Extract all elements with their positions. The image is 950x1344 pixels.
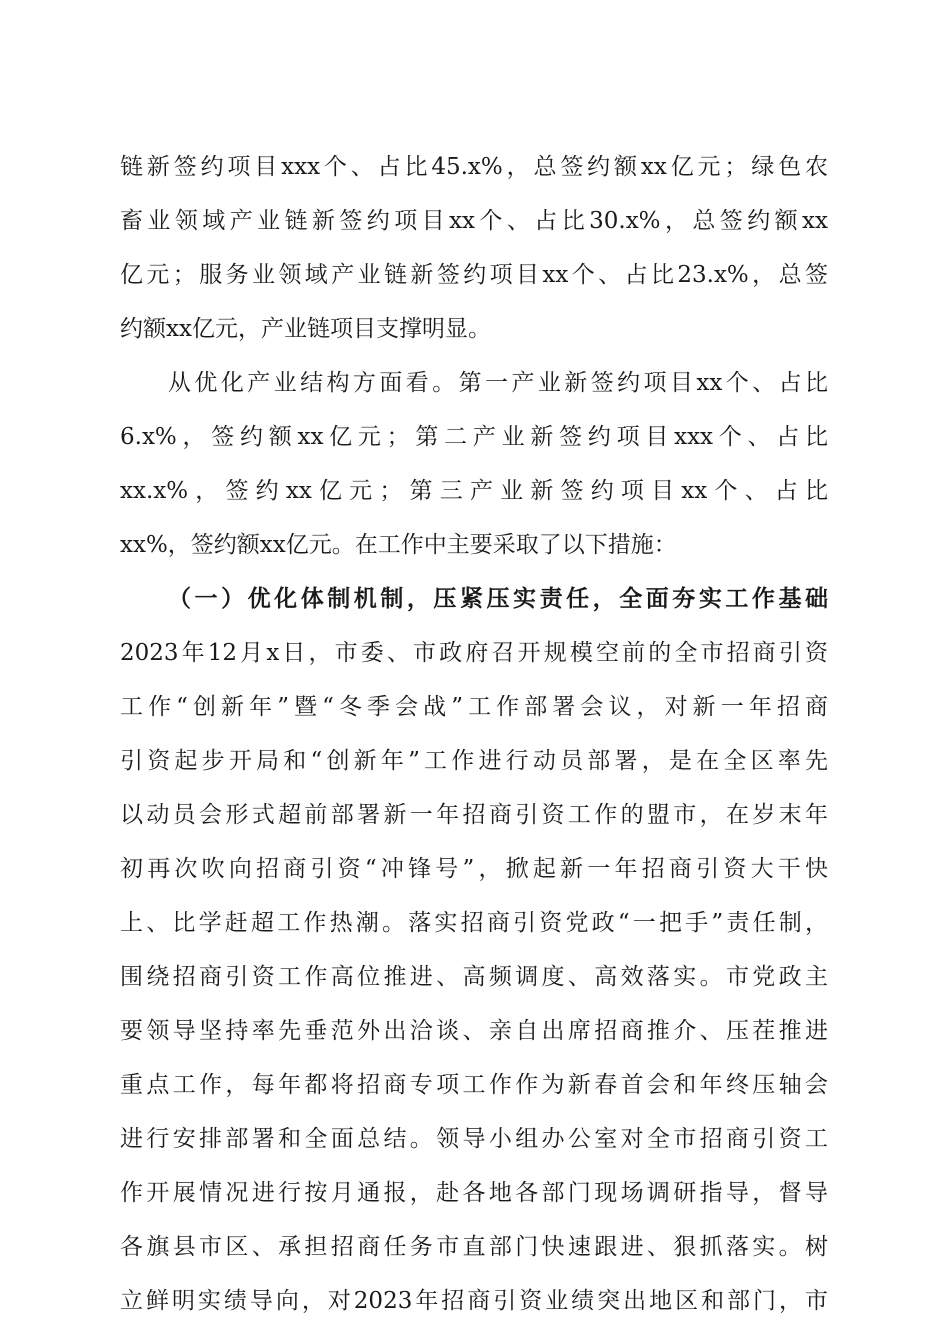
text-line: 立鲜明实绩导向，对2023年招商引资业绩突出地区和部门，市 (120, 1288, 828, 1314)
text-line: 畜业领域产业链新签约项目xx个、占比30.x%，总签约额xx (120, 208, 828, 234)
text-line: 初再次吹向招商引资“冲锋号”，掀起新一年招商引资大干快 (120, 856, 828, 882)
text-line: 引资起步开局和“创新年”工作进行动员部署，是在全区率先 (120, 748, 828, 774)
text-line: 各旗县市区、承担招商任务市直部门快速跟进、狠抓落实。树 (120, 1234, 828, 1260)
paragraph-industry-structure (120, 356, 828, 572)
text-line: 从优化产业结构方面看。第一产业新签约项目xx个、占比 (168, 370, 828, 396)
text-line: 上、比学赶超工作热潮。落实招商引资党政“一把手”责任制， (120, 910, 828, 936)
text-line: 围绕招商引资工作高位推进、高频调度、高效落实。市党政主 (120, 964, 828, 990)
text-line: 约额xx亿元，产业链项目支撑明显。 (120, 316, 491, 342)
text-line: 作开展情况进行按月通报，赴各地各部门现场调研指导，督导 (120, 1180, 828, 1206)
text-line: 6.x%，签约额xx亿元；第二产业新签约项目xxx个、占比 (120, 424, 828, 450)
text-line: 工作“创新年”暨“冬季会战”工作部署会议，对新一年招商 (120, 694, 828, 720)
text-line: xx%，签约额xx亿元。在工作中主要采取了以下措施： (120, 532, 677, 558)
text-line: 重点工作，每年都将招商专项工作作为新春首会和年终压轴会 (120, 1072, 828, 1098)
text-line: 进行安排部署和全面总结。领导小组办公室对全市招商引资工 (120, 1126, 828, 1152)
text-line: 亿元；服务业领域产业链新签约项目xx个、占比23.x%，总签 (120, 262, 828, 288)
text-line: 链新签约项目xxx个、占比45.x%，总签约额xx亿元；绿色农 (120, 154, 828, 180)
text-line: 要领导坚持率先垂范外出洽谈、亲自出席招商推介、压茬推进 (120, 1018, 828, 1044)
paragraph-industry-chain (120, 140, 828, 356)
paragraph-mechanism (120, 572, 828, 1328)
section-heading: （一）优化体制机制，压紧压实责任，全面夯实工作基础 (168, 585, 828, 612)
text-line: 以动员会形式超前部署新一年招商引资工作的盟市，在岁末年 (120, 802, 828, 828)
text-line: 2023年12月x日，市委、市政府召开规模空前的全市招商引资 (120, 640, 828, 666)
text-line: xx.x%，签约xx亿元；第三产业新签约项目xx个、占比 (120, 478, 828, 504)
body-text (120, 140, 828, 1328)
